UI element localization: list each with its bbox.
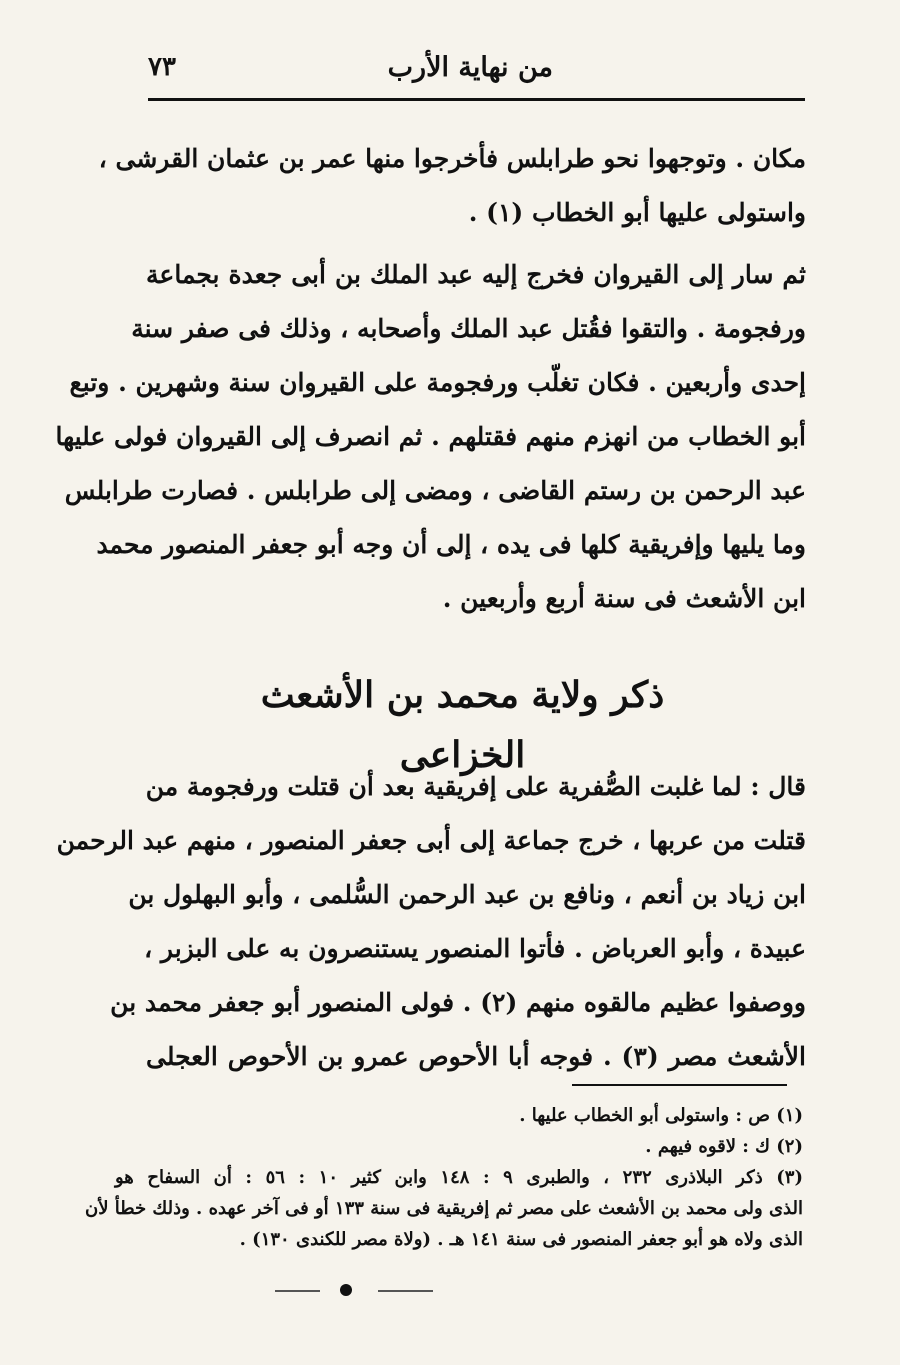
paragraph-2-line-6: وما يليها وإفريقية كلها فى يده ، إلى أن وجه أبو جعفر المنصور محمد (96, 530, 806, 559)
footnote-rule (572, 1084, 787, 1086)
section-paragraph (56, 760, 806, 1084)
paragraph-1-line-1: مكان . وتوجهوا نحو طرابلس فأخرجوا منها عمر بن عثمان القرشى ، (98, 144, 806, 173)
footnotes (85, 1100, 803, 1255)
paragraph-2 (55, 248, 806, 626)
page-header (148, 50, 803, 98)
footnote-3-line-1: (٣) ذكر البلاذرى ٢٣٢ ، والطبرى ٩ : ١٤٨ وابن كثير ١٠ : ٥٦ : أن السفاح هو (115, 1167, 803, 1188)
ornament-dash-left (275, 1290, 320, 1292)
footnote-2: (٢) ك : لاقوه فيهم . (645, 1136, 803, 1157)
ornament-dot (340, 1284, 352, 1296)
section-line-4: عبيدة ، وأبو العرباض . فأتوا المنصور يستنصرون به على البزبر ، (144, 934, 806, 963)
paragraph-2-line-7: ابن الأشعث فى سنة أربع وأربعين . (442, 584, 806, 613)
header-rule (148, 98, 805, 101)
section-line-3: ابن زياد بن أنعم ، ونافع بن عبد الرحمن السُّلمى ، وأبو البهلول بن (128, 880, 806, 909)
footnote-1: (١) ص : واستولى أبو الخطاب عليها . (519, 1105, 803, 1126)
bottom-ornament (260, 1282, 480, 1300)
section-line-2: قتلت من عربها ، خرج جماعة إلى أبى جعفر المنصور ، منهم عبد الرحمن (56, 826, 806, 855)
paragraph-2-line-1: ثم سار إلى القيروان فخرج إليه عبد الملك بن أبى جعدة بجماعة (146, 260, 806, 289)
footnote-3-line-2: الذى ولى محمد بن الأشعث على مصر ثم إفريقية فى سنة ١٣٣ أو فى آخر عهده . وذلك خطأ لأن (85, 1198, 803, 1219)
paragraph-2-line-4: أبو الخطاب من انهزم منهم فقتلهم . ثم انصرف إلى القيروان فولى عليها (55, 422, 806, 451)
paragraph-2-line-3: إحدى وأربعين . فكان تغلّب ورفجومة على القيروان سنة وشهرين . وتبع (69, 368, 806, 397)
page-number: ٧٣ (148, 52, 176, 82)
paragraph-1-line-2: واستولى عليها أبو الخطاب (١) . (468, 198, 806, 227)
ornament-dash-right (378, 1290, 433, 1292)
paragraph-2-line-5: عبد الرحمن بن رستم القاضى ، ومضى إلى طرابلس . فصارت طرابلس (64, 476, 806, 505)
section-line-5: ووصفوا عظيم مالقوه منهم (٢) . فولى المنصور أبو جعفر محمد بن (110, 988, 806, 1017)
section-title: ذكر ولاية محمد بن الأشعث الخزاعى (260, 674, 665, 776)
paragraph-1 (98, 132, 806, 240)
running-title: من نهاية الأرب (387, 52, 553, 83)
section-line-6: الأشعث مصر (٣) . فوجه أبا الأحوص عمرو بن الأحوص العجلى (146, 1042, 806, 1071)
section-line-1: قال : لما غلبت الصُّفرية على إفريقية بعد أن قتلت ورفجومة من (145, 772, 806, 801)
paragraph-2-line-2: ورفجومة . والتقوا فقُتل عبد الملك وأصحابه ، وذلك فى صفر سنة (131, 314, 806, 343)
footnote-3-line-3: الذى ولاه هو أبو جعفر المنصور فى سنة ١٤١ هـ . (ولاة مصر للكندى ١٣٠) . (239, 1229, 803, 1250)
